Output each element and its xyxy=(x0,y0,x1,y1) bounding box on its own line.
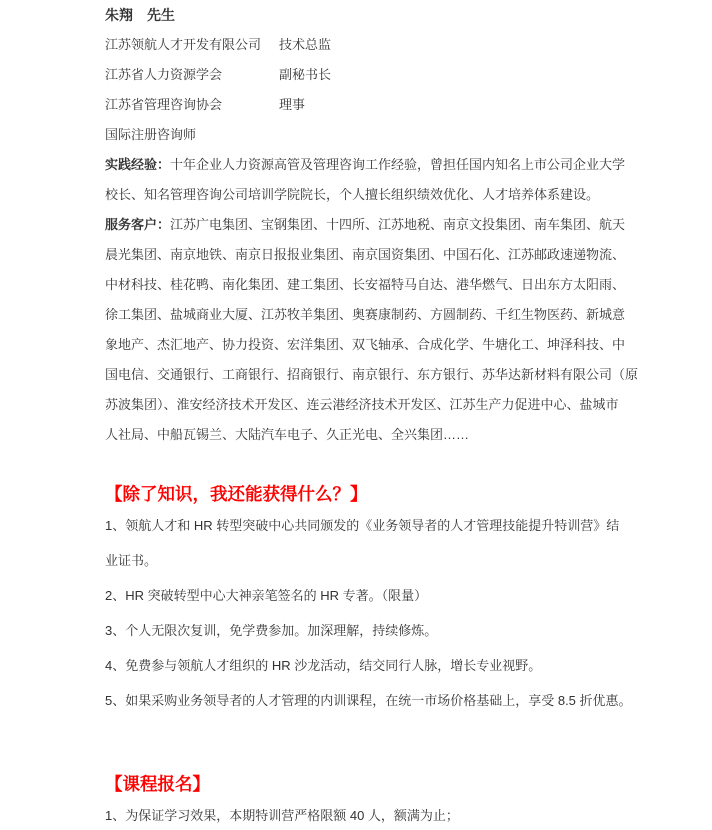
benefits-list xyxy=(105,508,632,718)
clients-label: 服务客户： xyxy=(105,217,171,232)
credential-row xyxy=(105,120,632,150)
registration-section-heading: 【课程报名】 xyxy=(105,774,210,794)
credential-org: 江苏省人力资源学会 xyxy=(105,67,223,82)
benefit-item-line: 2、HR 突破转型中心大神亲笔签名的 HR 专著。（限量） xyxy=(105,588,428,603)
benefit-item xyxy=(105,683,632,718)
clients-text: 江苏广电集团、宝钢集团、十四所、江苏地税、南京文投集团、南车集团、航天 xyxy=(170,217,626,232)
clients-line: 国电信、交通银行、工商银行、招商银行、南京银行、东方银行、苏华达新材料有限公司（原 xyxy=(105,367,639,382)
benefit-item-line: 业证书。 xyxy=(105,553,158,568)
clients-line xyxy=(105,210,632,240)
clients-line: 晨光集团、南京地铁、南京日报报业集团、南京国资集团、中国石化、江苏邮政速递物流、 xyxy=(105,247,626,262)
person-name: 朱翔 先生 xyxy=(105,7,175,23)
benefits-section-heading: 【除了知识，我还能获得什么？】 xyxy=(105,484,368,504)
benefit-item xyxy=(105,508,632,578)
experience-line xyxy=(105,150,632,180)
benefit-item-line: 4、免费参与领航人才组织的 HR 沙龙活动，结交同行人脉，增长专业视野。 xyxy=(105,658,542,673)
benefit-item xyxy=(105,613,632,648)
experience-label: 实践经验： xyxy=(105,157,171,172)
credential-role: 副秘书长 xyxy=(279,67,332,82)
credential-row xyxy=(105,30,632,60)
benefit-item-line: 1、领航人才和 HR 转型突破中心共同颁发的《业务领导者的人才管理技能提升特训营》结 xyxy=(105,518,620,533)
experience-line: 校长、知名管理咨询公司培训学院院长，个人擅长组织绩效优化、人才培养体系建设。 xyxy=(105,187,600,202)
benefit-item-line: 3、个人无限次复训，免学费参加。加深理解，持续修炼。 xyxy=(105,623,438,638)
experience-text: 十年企业人力资源高管及管理咨询工作经验，曾担任国内知名上市公司企业大学 xyxy=(170,157,626,172)
registration-item-line: 1、为保证学习效果，本期特训营严格限额 40 人，额满为止； xyxy=(105,808,459,823)
credential-org: 江苏领航人才开发有限公司 xyxy=(105,37,262,52)
benefit-item xyxy=(105,578,632,613)
clients-line: 象地产、杰汇地产、协力投资、宏洋集团、双飞轴承、合成化学、牛塘化工、坤泽科技、中 xyxy=(105,337,626,352)
credential-role: 理事 xyxy=(279,97,306,112)
registration-item xyxy=(105,798,632,830)
credential-org: 国际注册咨询师 xyxy=(105,127,197,142)
clients-line: 中材科技、桂花鸭、南化集团、建工集团、长安福特马自达、港华燃气、日出东方太阳雨、 xyxy=(105,277,626,292)
clients-line: 徐工集团、盐城商业大厦、江苏牧羊集团、奥赛康制药、方圆制药、千红生物医药、新城意 xyxy=(105,307,626,322)
profile-section xyxy=(105,0,639,450)
credential-role: 技术总监 xyxy=(279,37,332,52)
clients-line: 苏波集团）、淮安经济技术开发区、连云港经济技术开发区、江苏生产力促进中心、盐城市 xyxy=(105,397,619,412)
credential-row xyxy=(105,90,632,120)
benefit-item xyxy=(105,648,632,683)
credential-row xyxy=(105,60,632,90)
clients-line: 人社局、中船瓦锡兰、大陆汽车电子、久正光电、全兴集团…… xyxy=(105,427,470,442)
benefit-item-line: 5、如果采购业务领导者的人才管理的内训课程，在统一市场价格基础上，享受 8.5 折优惠。 xyxy=(105,693,632,708)
registration-list xyxy=(105,798,632,830)
credential-org: 江苏省管理咨询协会 xyxy=(105,97,223,112)
